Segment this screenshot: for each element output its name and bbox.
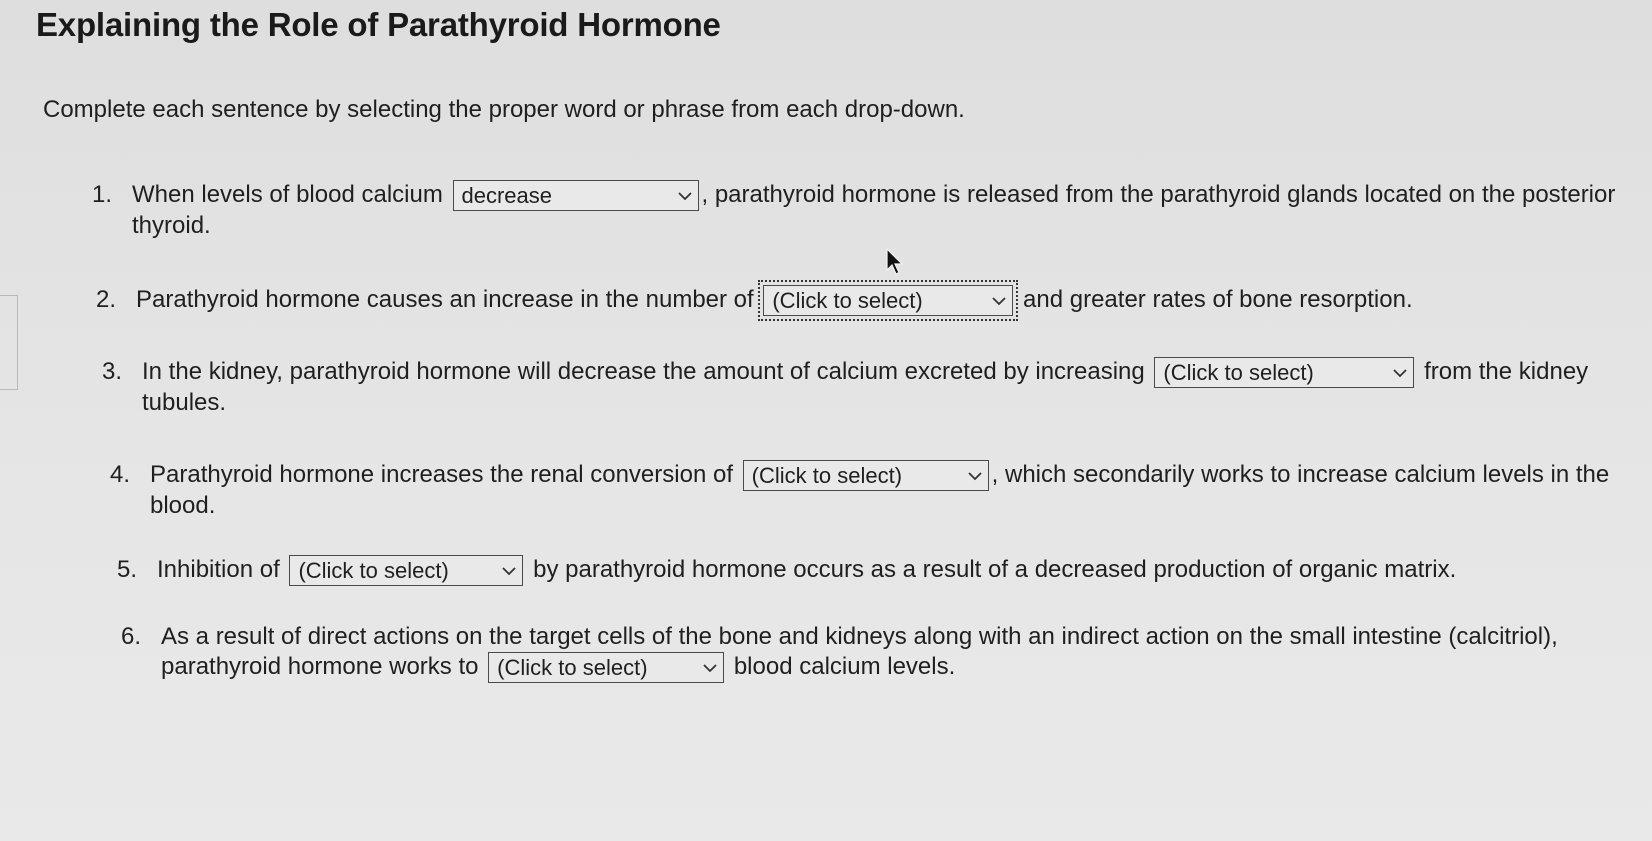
question-text-before: Parathyroid hormone increases the renal conversion of [150,461,733,488]
question-text-after: blood calcium levels. [733,653,956,680]
question-text-before: As a result of direct actions on the target cells of the bone and kidneys along with an indirect action on the small intestine (calcitriol), parathyroid hormone works to [161,623,1558,680]
answer-dropdown-3[interactable] [1154,357,1414,388]
question-text-before: Inhibition of [157,556,280,583]
question-number: 5. [117,556,138,583]
question-number: 6. [121,623,142,650]
question-3 [102,357,1592,418]
mouse-pointer-icon [885,248,905,276]
page-title: Explaining the Role of Parathyroid Hormone [36,6,721,43]
question-text [157,555,1647,586]
question-text-after: , which secondarily works to increase calcium levels in the blood. [150,461,1610,520]
question-text [136,285,1646,316]
question-text-before: When levels of blood calcium [132,181,443,208]
question-4 [110,460,1610,521]
question-1 [92,180,1637,241]
answer-dropdown-5[interactable] [289,555,523,586]
dropdown-value: (Click to select) [772,287,923,313]
chevron-down-icon [1393,368,1407,378]
answer-dropdown-6[interactable] [488,652,724,683]
chevron-down-icon [968,471,982,481]
answer-dropdown-2[interactable] [763,285,1013,316]
question-text-before: In the kidney, parathyroid hormone will decrease the amount of calcium excreted by increasing [142,358,1145,385]
instructions: Complete each sentence by selecting the proper word or phrase from each drop-down. [43,96,965,123]
question-6 [121,622,1571,683]
chevron-down-icon [992,296,1006,306]
question-text-after: by parathyroid hormone occurs as a result of a decreased production of organic matrix. [533,556,1457,583]
answer-dropdown-1[interactable] [453,180,699,211]
question-text-after: , parathyroid hormone is released from the parathyroid glands located on the posterior thyroid. [132,181,1616,240]
question-text [161,622,1571,683]
question-number: 3. [102,358,123,385]
dropdown-value: (Click to select) [751,462,903,488]
question-2 [96,285,1646,316]
left-edge-frame [0,295,18,390]
dropdown-value: (Click to select) [497,654,648,680]
question-number: 2. [96,286,117,313]
dropdown-value: decrease [461,182,553,208]
question-5 [117,555,1647,586]
question-text [150,460,1610,521]
answer-dropdown-4[interactable] [743,460,989,491]
question-text [142,357,1592,418]
question-text-after: and greater rates of bone resorption. [1023,286,1413,313]
chevron-down-icon [678,191,692,201]
question-text-before: Parathyroid hormone causes an increase in the number of [136,286,754,313]
dropdown-value: (Click to select) [1163,359,1314,385]
question-number: 4. [110,461,131,488]
question-number: 1. [92,181,113,208]
question-text [132,180,1637,241]
question-text-after: from the kidney tubules. [142,358,1589,417]
chevron-down-icon [502,566,516,576]
chevron-down-icon [703,663,717,673]
dropdown-value: (Click to select) [298,557,449,583]
